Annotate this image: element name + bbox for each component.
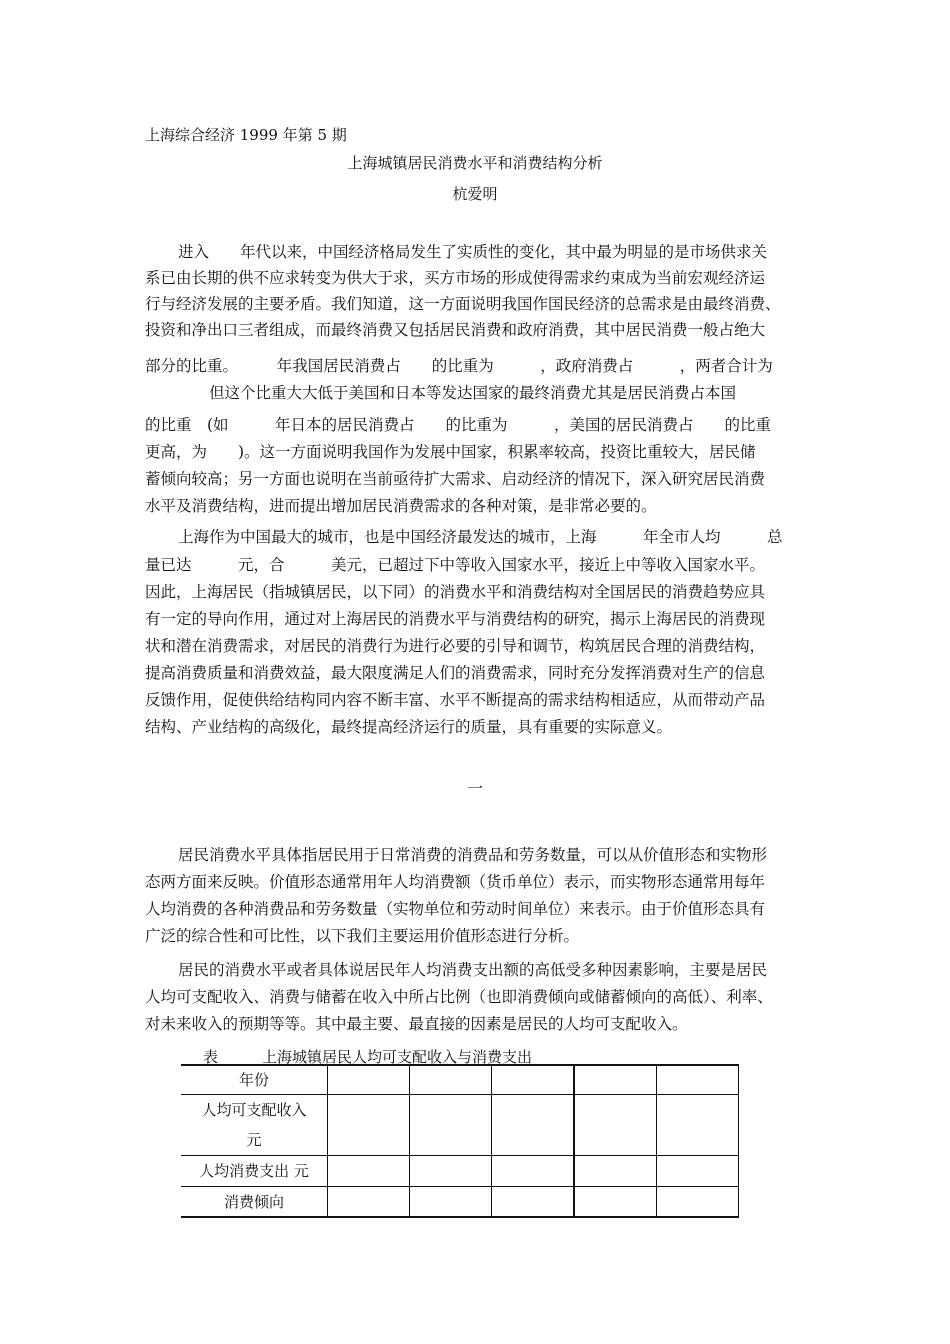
row-label-disposable-income	[181, 1094, 328, 1155]
table-cell	[492, 1065, 575, 1094]
table-row	[181, 1094, 739, 1155]
table-cell	[574, 1155, 657, 1186]
text-line: 对未来收入的预期等等。其中最主要、最直接的因素是居民的人均可支配收入。	[145, 1015, 688, 1033]
table-cell	[657, 1155, 739, 1186]
table-caption-prefix: 表	[203, 1048, 219, 1066]
text-line: 水平及消费结构，进而提出增加居民消费需求的各种对策，是非常必要的。	[145, 497, 657, 515]
table-cell	[574, 1186, 657, 1217]
table-cell	[574, 1094, 657, 1155]
table-cell	[492, 1094, 575, 1155]
section-number: 一	[466, 779, 483, 798]
text-line: 态两方面来反映。价值形态通常用年人均消费额（货币单位）表示，而实物形态通常用每年	[145, 873, 766, 891]
article-title: 上海城镇居民消费水平和消费结构分析	[347, 154, 603, 172]
table-cell	[410, 1155, 492, 1186]
text-line: 状和潜在消费需求，对居民的消费行为进行必要的引导和调节，构筑居民合理的消费结构，	[145, 637, 766, 655]
text-line: 更高，为 )。这一方面说明我国作为发展中国家，积累率较高，投资比重较大，居民储	[145, 443, 756, 461]
table-caption-title: 上海城镇居民人均可支配收入与消费支出	[262, 1048, 533, 1066]
text-line: 行与经济发展的主要矛盾。我们知道，这一方面说明我国作国民经济的总需求是由最终消费、	[145, 295, 781, 313]
row-label-unit: 元	[246, 1130, 262, 1149]
text-line: 系已由长期的供不应求转变为供大于求，买方市场的形成使得需求约束成为当前宏观经济运	[145, 269, 766, 287]
text-line: 部分的比重。 年我国居民消费占 的比重为 ，政府消费占 ，两者合计为	[145, 357, 773, 375]
table-cell	[328, 1186, 410, 1217]
text-line: 投资和净出口三者组成，而最终消费又包括居民消费和政府消费，其中居民消费一般占绝大	[145, 321, 766, 339]
income-consumption-table	[181, 1064, 739, 1218]
table-cell	[657, 1065, 739, 1094]
table-cell	[657, 1094, 739, 1155]
table-row	[181, 1155, 739, 1186]
table-cell	[328, 1155, 410, 1186]
text-line: 但这个比重大大低于美国和日本等发达国家的最终消费尤其是居民消费占本国	[178, 384, 737, 402]
table-cell	[328, 1065, 410, 1094]
table-cell	[492, 1155, 575, 1186]
text-line: 提高消费质量和消费效益，最大限度满足人们的消费需求，同时充分发挥消费对生产的信息	[145, 664, 766, 682]
table-cell	[492, 1186, 575, 1217]
text-line: 居民消费水平具体指居民用于日常消费的消费品和劳务数量，可以从价值形态和实物形	[178, 846, 768, 864]
table-cell	[328, 1094, 410, 1155]
text-line: 上海作为中国最大的城市，也是中国经济最发达的城市，上海 年全市人均 总	[178, 528, 783, 546]
text-line: 结构、产业结构的高级化，最终提高经济运行的质量，具有重要的实际意义。	[145, 718, 673, 736]
table-cell	[657, 1186, 739, 1217]
journal-issue-line: 上海综合经济 1999 年第 5 期	[145, 126, 347, 144]
text-line: 广泛的综合性和可比性，以下我们主要运用价值形态进行分析。	[145, 927, 580, 945]
table-cell	[410, 1065, 492, 1094]
row-label-line: 人均可支配收入	[201, 1100, 307, 1119]
text-line: 蓄倾向较高；另一方面也说明在当前亟待扩大需求、启动经济的情况下，深入研究居民消费	[145, 470, 766, 488]
row-label-consumption-propensity: 消费倾向	[181, 1186, 328, 1217]
row-label-consumption-expenditure: 人均消费支出 元	[181, 1155, 328, 1186]
table-cell	[410, 1186, 492, 1217]
text-line: 反馈作用，促使供给结构同内容不断丰富、水平不断提高的需求结构相适应，从而带动产品	[145, 691, 766, 709]
text-line: 居民的消费水平或者具体说居民年人均消费支出额的高低受多种因素影响，主要是居民	[178, 961, 768, 979]
text-line: 人均消费的各种消费品和劳务数量（实物单位和劳动时间单位）来表示。由于价值形态具有	[145, 900, 766, 918]
table-row	[181, 1065, 739, 1094]
text-line: 因此，上海居民（指城镇居民，以下同）的消费水平和消费结构对全国居民的消费趋势应具	[145, 583, 766, 601]
table-cell	[410, 1094, 492, 1155]
table-cell	[574, 1065, 657, 1094]
text-line: 有一定的导向作用，通过对上海居民的消费水平与消费结构的研究，揭示上海居民的消费现	[145, 610, 766, 628]
article-author: 杭爱明	[452, 185, 498, 203]
text-line: 进入 年代以来，中国经济格局发生了实质性的变化，其中最为明显的是市场供求关	[178, 243, 768, 261]
table-row	[181, 1186, 739, 1217]
text-line: 人均可支配收入、消费与储蓄在收入中所占比例（也即消费倾向或储蓄倾向的高低）、利率、	[145, 988, 773, 1006]
row-label-year: 年份	[181, 1065, 328, 1094]
text-line: 的比重 (如 年日本的居民消费占 的比重为 ，美国的居民消费占 的比重	[145, 416, 772, 434]
text-line: 量已达 元，合 美元，已超过下中等收入国家水平，接近上中等收入国家水平。	[145, 556, 766, 574]
